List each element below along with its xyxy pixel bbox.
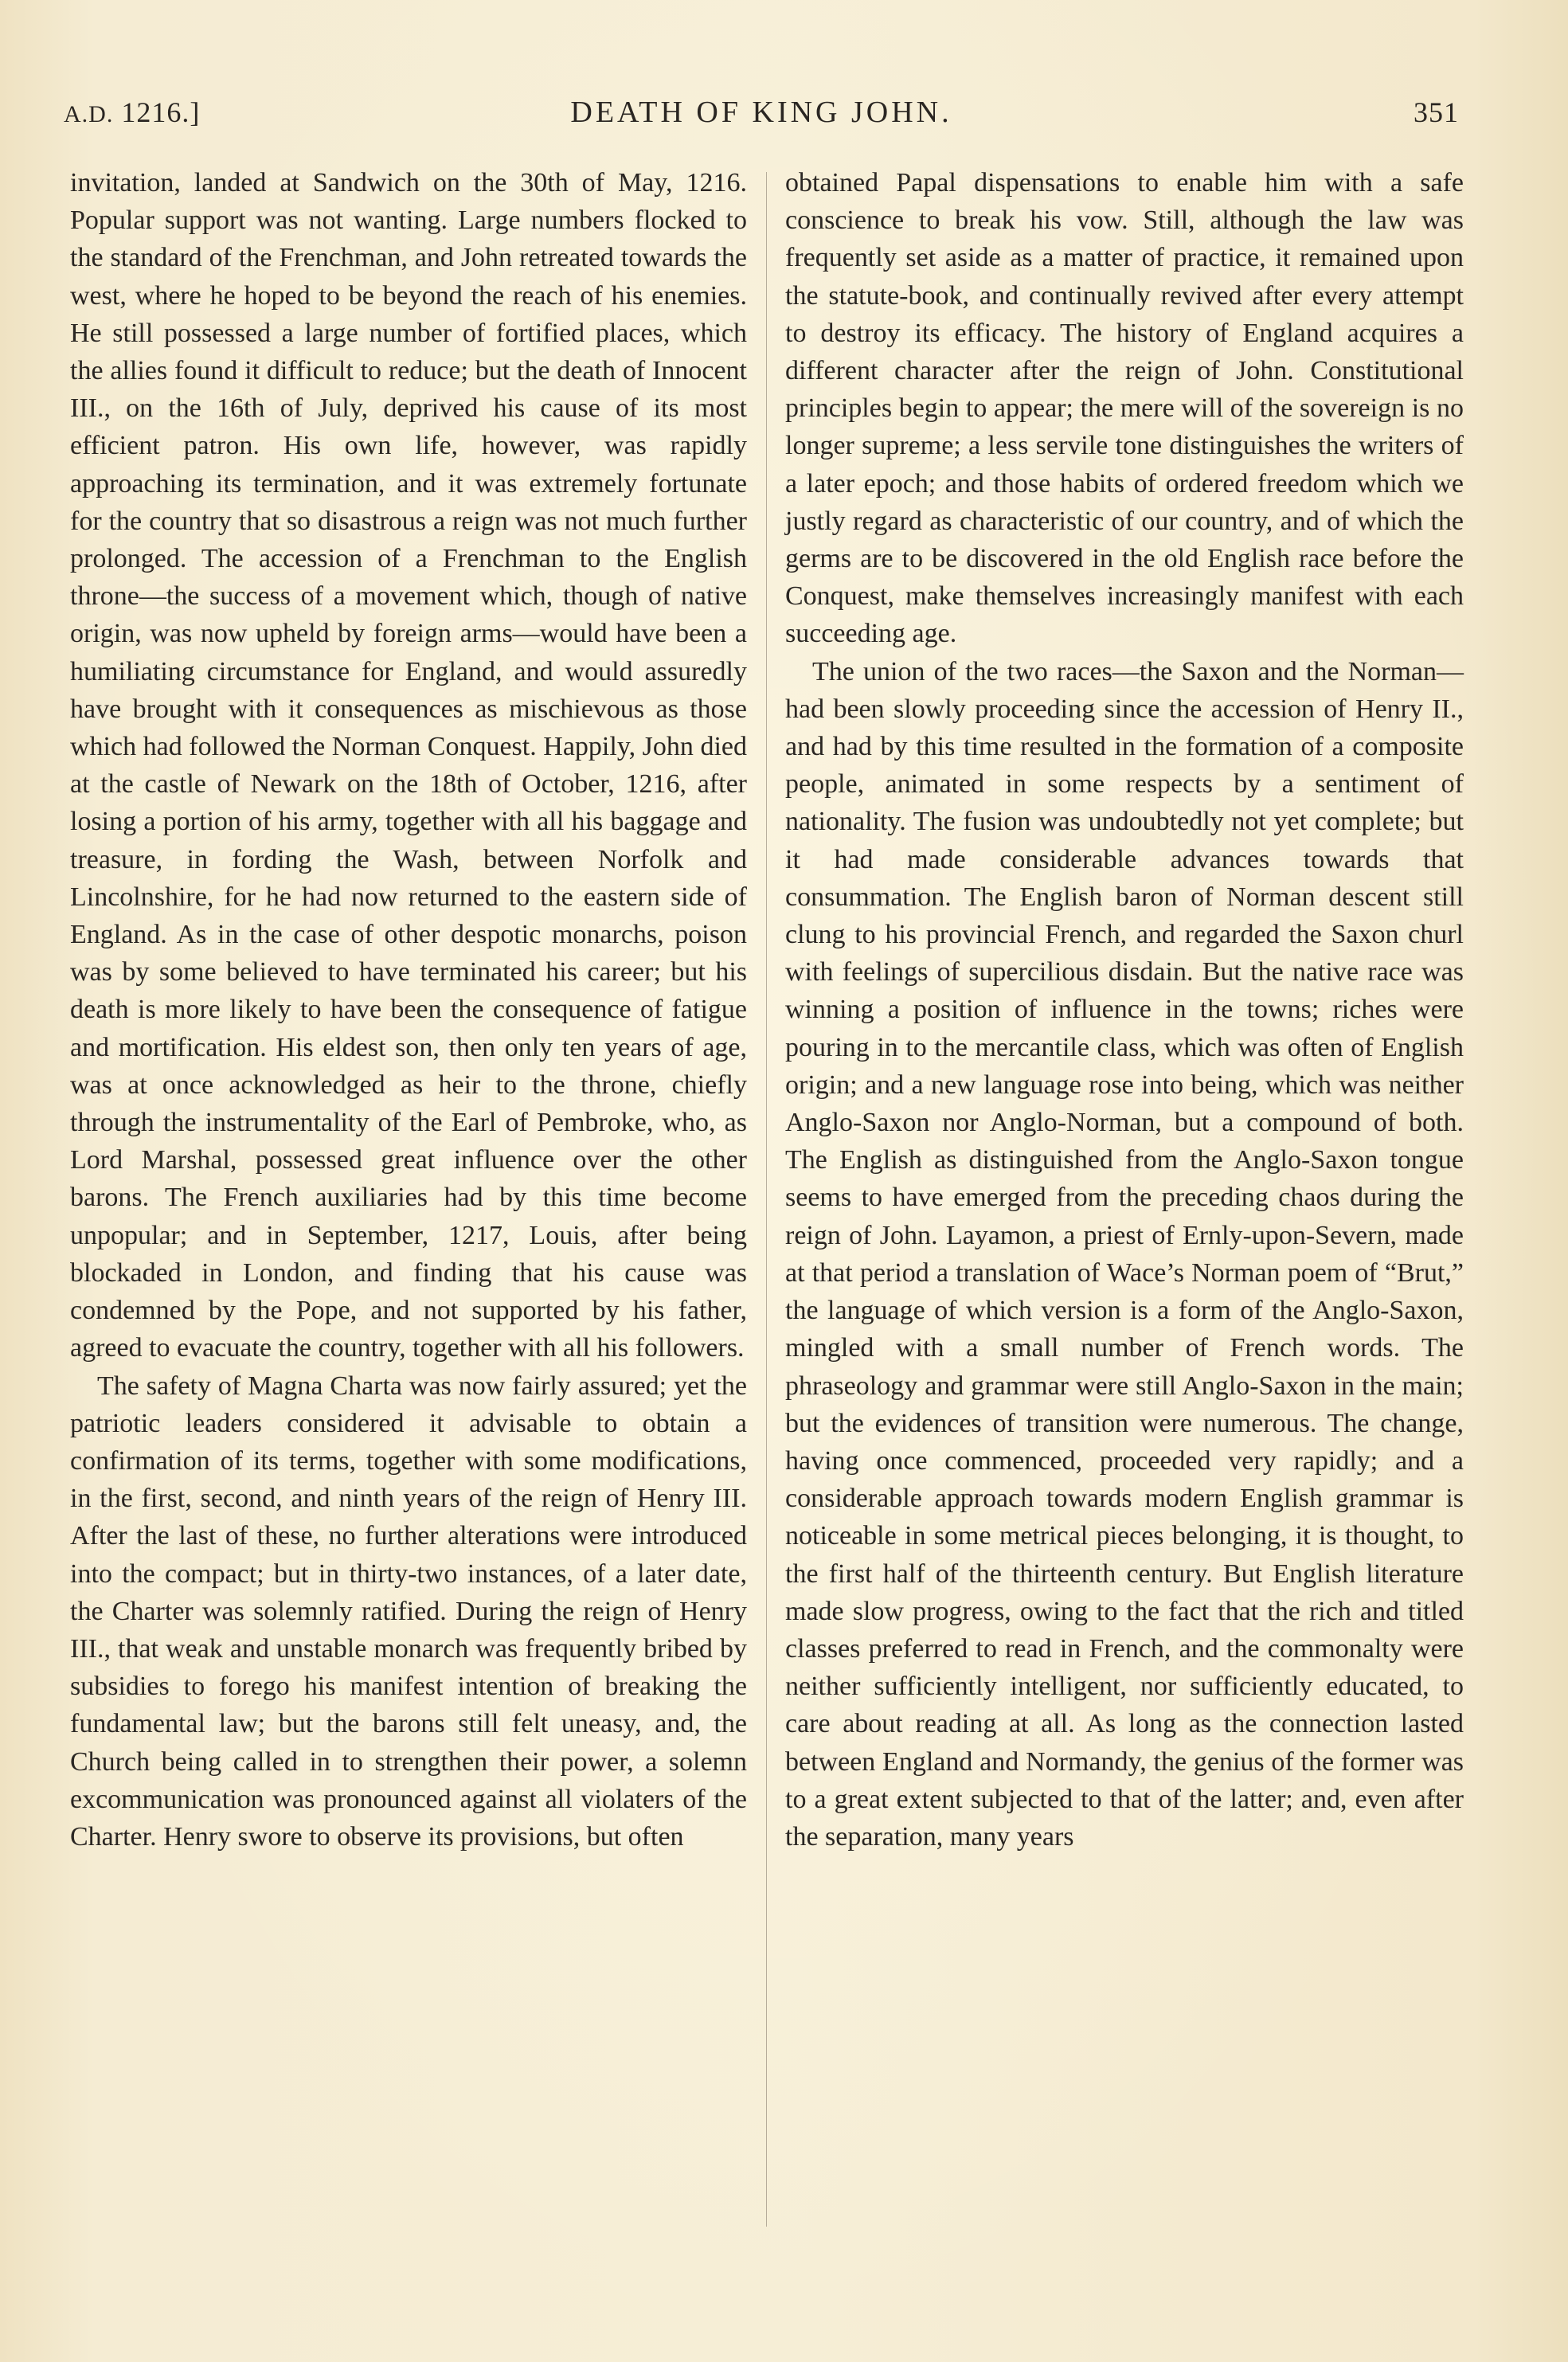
date-prefix: A.D. (64, 101, 114, 127)
right-paragraph-1: obtained Papal dispensations to enable him with a safe conscience to break his vow. Still, although the law was frequently set aside as a matter of practice, it remained upon the statute-book, and continually revived after every attempt to destroy its efficacy. The history of England acquires a different character after the reign of John. Constitutional principles begin to appear; the mere will of the sovereign is no longer supreme; a less servile tone distinguishes the writers of a later epoch; and those habits of ordered freedom which we justly regard as characteristic of our country, and of which the germs are to be discovered in the old English race before the Conquest, make themselves increasingly manifest with each succeeding age. (785, 168, 1464, 649)
page-title: DEATH OF KING JOHN. (570, 96, 952, 129)
right-paragraph-2: The union of the two races—the Saxon and the Norman—had been slowly proceeding since the accession of Henry II., and had by this time resulted in the formation of a composite people, animated in some respects by a sentiment of nationality. The fusion was undoubtedly not yet complete; but it had made considerable advances towards that consummation. The English baron of Norman descent still clung to his provincial French, and regarded the Saxon churl with feelings of supercilious disdain. But the native race was winning a position of influence in the towns; riches were pouring in to the mercantile class, which was often of English origin; and a new language rose into being, which was neither Anglo-Saxon nor Anglo-Norman, but a compound of both. The English as distinguished from the Anglo-Saxon tongue seems to have emerged from the preceding chaos during the reign of John. Layamon, a priest of Ernly-upon-Severn, made at that period a translation of Wace’s Norman poem of “Brut,” the language of which version is a form of the Anglo-Saxon, mingled with a small number of French words. The phraseology and grammar were still Anglo-Saxon in the main; but the evidences of transition were numerous. The change, having once commenced, proceeded very rapidly; and a considerable approach towards modern English grammar is noticeable in some metrical pieces belonging, it is thought, to the first half of the thirteenth century. But English literature made slow progress, owing to the fact that the rich and titled classes preferred to read in French, and the commonalty were neither sufficiently intelligent, nor sufficiently educated, to care about reading at all. As long as the connection lasted between England and Normandy, the genius of the former was to a great extent subjected to that of the latter; and, even after the separation, many years (785, 656, 1464, 1852)
left-paragraph-2: The safety of Magna Charta was now fairly assured; yet the patriotic leaders considered it advisable to obtain a confirmation of its terms, together with some modifications, in the first, second, and ninth years of the reign of Henry III. After the last of these, no further alterations were introduced into the compact; but in thirty-two instances, of a later date, the Charter was solemnly ratified. During the reign of Henry III., that weak and unstable monarch was frequently bribed by subsidies to forego his manifest intention of breaking the fundamental law; but the barons still felt uneasy, and, the Church being called in to strengthen their power, a solemn excommunication was pronounced against all violaters of the Charter. Henry swore to observe its provisions, but often (70, 1371, 747, 1852)
page-number: 351 (1414, 96, 1459, 128)
date-year: 1216.] (121, 96, 201, 128)
left-paragraph-1: invitation, landed at Sandwich on the 30th of May, 1216. Popular support was not wanting. Large numbers flocked to the standard of the Frenchman, and John retreated towards the west, where he hoped to be beyond the reach of his enemies. He still possessed a large number of fortified places, which the allies found it difficult to reduce; but the death of Innocent III., on the 16th of July, deprived his cause of its most efficient patron. His own life, however, was rapidly approaching its termination, and it was extremely fortunate for the country that so disastrous a reign was not much further prolonged. The accession of a Frenchman to the English throne—the success of a movement which, though of native origin, was now upheld by foreign arms—would have been a humiliating circumstance for England, and would assuredly have brought with it consequences as mischievous as those which had followed the Norman Conquest. Happily, John died at the castle of Newark on the 18th of October, 1216, after losing a portion of his army, together with all his baggage and treasure, in fording the Wash, between Norfolk and Lincolnshire, for he had now returned to the eastern side of England. As in the case of other despotic monarchs, poison was by some believed to have terminated his career; but his death is more likely to have been the consequence of fatigue and mortification. His eldest son, then only ten years of age, was at once acknowledged as heir to the throne, chiefly through the instrumentality of the Earl of Pembroke, who, as Lord Marshal, possessed great influence over the other barons. The French auxiliaries had by this time become unpopular; and in September, 1217, Louis, after being blockaded in London, and finding that his cause was condemned by the Pope, and not supported by his father, agreed to evacuate the country, together with all his followers. (70, 168, 747, 1363)
column-rule (766, 172, 767, 2227)
running-head (64, 92, 1459, 132)
right-column (785, 164, 1464, 1856)
left-column (70, 164, 747, 1856)
